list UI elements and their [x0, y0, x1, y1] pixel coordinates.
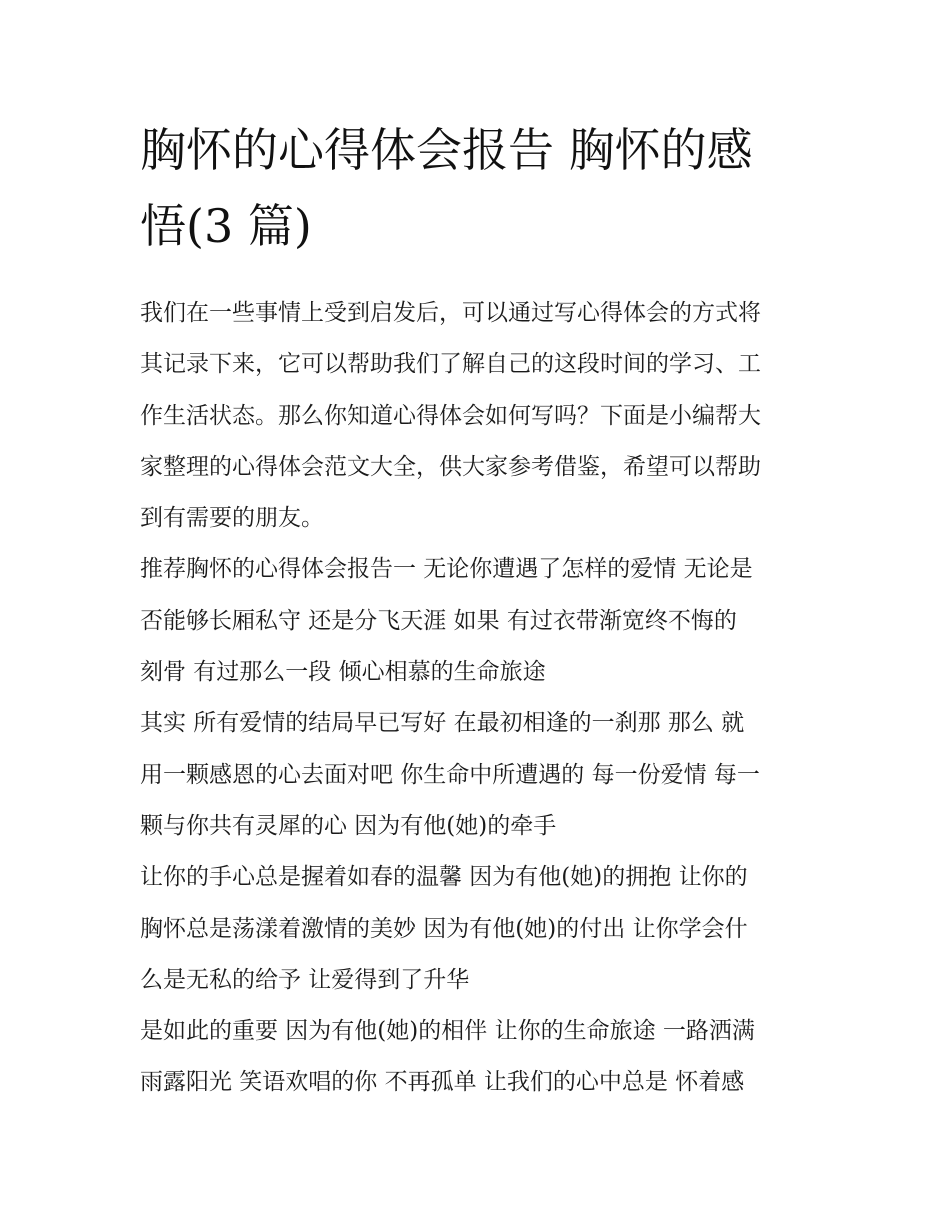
- body-line: 到有需要的朋友。: [140, 505, 324, 532]
- body-line: 用一颗感恩的心去面对吧 你生命中所遭遇的 每一份爱情 每一: [140, 761, 760, 788]
- document-content: [140, 112, 812, 1109]
- body-line: 否能够长厢私守 还是分飞天涯 如果 有过衣带渐宽终不悔的: [140, 607, 737, 634]
- body-line: 作生活状态。那么你知道心得体会如何写吗？下面是小编帮大: [140, 402, 761, 429]
- body-line: 雨露阳光 笑语欢唱的你 不再孤单 让我们的心中总是 怀着感: [140, 1069, 745, 1096]
- body-text: [140, 288, 812, 1109]
- body-line: 推荐胸怀的心得体会报告一 无论你遭遇了怎样的爱情 无论是: [140, 556, 753, 583]
- title-line-2: 悟(3 篇): [140, 199, 312, 253]
- body-line: 颗与你共有灵犀的心 因为有他(她)的牵手: [140, 812, 557, 839]
- body-line: 其记录下来，它可以帮助我们了解自己的这段时间的学习、工: [140, 351, 761, 378]
- body-line: 是如此的重要 因为有他(她)的相伴 让你的生命旅途 一路洒满: [140, 1018, 755, 1045]
- body-line: 让你的手心总是握着如春的温馨 因为有他(她)的拥抱 让你的: [140, 864, 748, 891]
- page-title: [140, 112, 812, 264]
- body-line: 其实 所有爱情的结局早已写好 在最初相逢的一刹那 那么 就: [140, 710, 745, 737]
- body-line: 我们在一些事情上受到启发后，可以通过写心得体会的方式将: [140, 300, 761, 326]
- body-line: 么是无私的给予 让爱得到了升华: [140, 966, 470, 993]
- body-line: 家整理的心得体会范文大全，供大家参考借鉴，希望可以帮助: [140, 453, 761, 480]
- body-line: 胸怀总是荡漾着激情的美妙 因为有他(她)的付出 让你学会什: [140, 915, 748, 942]
- title-line-1: 胸怀的心得体会报告 胸怀的感: [140, 123, 753, 177]
- body-line: 刻骨 有过那么一段 倾心相慕的生命旅途: [140, 659, 546, 686]
